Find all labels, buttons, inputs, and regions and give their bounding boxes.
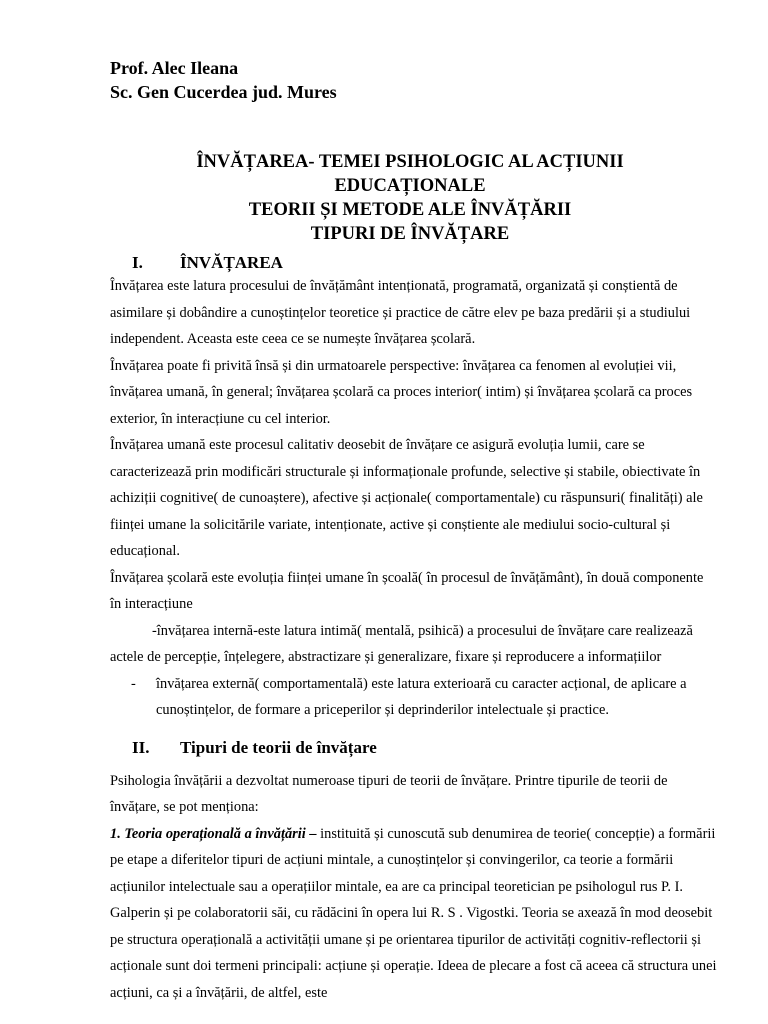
section-1-external-learning: învățarea externă( comportamentală) este latura exterioară cu caracter acțional, de aplicare a cunoștințelor, de formare a priceperilor și deprinderilor intelectuale și practice. xyxy=(156,675,687,718)
section-1-title: ÎNVĂȚAREA xyxy=(180,253,283,272)
section-1-paragraph-3: Învățarea umană este procesul calitativ deosebit de învățare ce asigură evoluția lumii, care se caracterizează prin modificări structurale și informaționale profunde, selective și stabile, obiectivate în achiziții cognitive( de cunoaștere), afective și acționale( comportamentale) cu răspunsuri( finalități) ale ființei umane la solicitările variate, intenționate, active și conștiente ale mediului socio-cultural și educațional. xyxy=(110,437,703,559)
section-1-number: I. xyxy=(132,253,143,272)
theory-1-title: 1. Teoria operațională a învățării – xyxy=(110,825,317,842)
title-line-3: TEORII ȘI METODE ALE ÎNVĂȚĂRII xyxy=(248,200,572,220)
section-1-heading xyxy=(110,253,718,273)
title-line-1: ÎNVĂȚAREA- TEMEI PSIHOLOGIC AL ACȚIUNII xyxy=(196,152,624,172)
title-line-4: TIPURI DE ÎNVĂȚARE xyxy=(310,224,510,244)
author-name: Prof. Alec Ileana xyxy=(110,58,239,78)
title-line-2: EDUCAȚIONALE xyxy=(334,176,486,196)
section-2-heading xyxy=(110,736,718,760)
section-2-number: II. xyxy=(132,737,150,757)
list-dash: - xyxy=(131,675,136,692)
section-1-paragraph-1: Învățarea este latura procesului de învățământ intenționată, programată, organizată și conștientă de asimilare și dobândire a cunoștințelor teoretice și practice de către elev pe baza predării și a studiului independent. Aceasta este ceea ce se numește învățarea școlară. xyxy=(110,278,691,347)
document-title-block xyxy=(110,150,718,246)
theory-1-text: instituită și cunoscută sub denumirea de teorie( concepție) a formării pe etape a diferitelor tipuri de acțiuni mintale, a cunoștințelor și convingerilor, ca teorie a formării acțiunilor intelectuale sau a operațiilor mintale, ea are ca principal teoretician pe psihologul rus P. I. Galperin și pe colaboratorii săi, cu rădăcini în opera lui R. S . Vigostki. Teoria se axează în mod deosebit pe structura operațională a activității umane și pe orientarea tipurilor de activități cognitiv-reflectorii și acționale sunt doi termeni principali: acțiune și operație. Ideea de plecare a fost că aceea că structura unei acțiuni, ca și a învățării, de altfel, este xyxy=(110,825,717,1001)
section-1-list-item xyxy=(110,671,718,724)
section-2-paragraph-1: Psihologia învățării a dezvoltat numeroase tipuri de teorii de învățare. Printre tipurile de teorii de învățare, se pot menționa: xyxy=(110,772,668,815)
section-1-paragraph-4: Învățarea școlară este evoluția ființei umane în școală( în procesul de învățământ), în două componente în interacțiune xyxy=(110,569,704,612)
section-1-internal-learning: -învățarea internă-este latura intimă( mentală, psihică) a procesului de învățare care realizează actele de percepție, înțelegere, abstractizare și generalizare, fixare și reproducere a informațiilor xyxy=(110,622,693,665)
author-school: Sc. Gen Cucerdea jud. Mures xyxy=(110,82,337,102)
section-1-paragraph-2: Învățarea poate fi privită însă și din urmatoarele perspective: învățarea ca fenomen al evoluției vii, învățarea umană, în general; învățarea școlară ca proces interior( intim) și învățarea școlară ca proces exterior, în interacțiune cu cel interior. xyxy=(110,357,693,427)
section-2-title: Tipuri de teorii de învățare xyxy=(180,737,377,757)
section-2-theory-1 xyxy=(110,821,718,1007)
